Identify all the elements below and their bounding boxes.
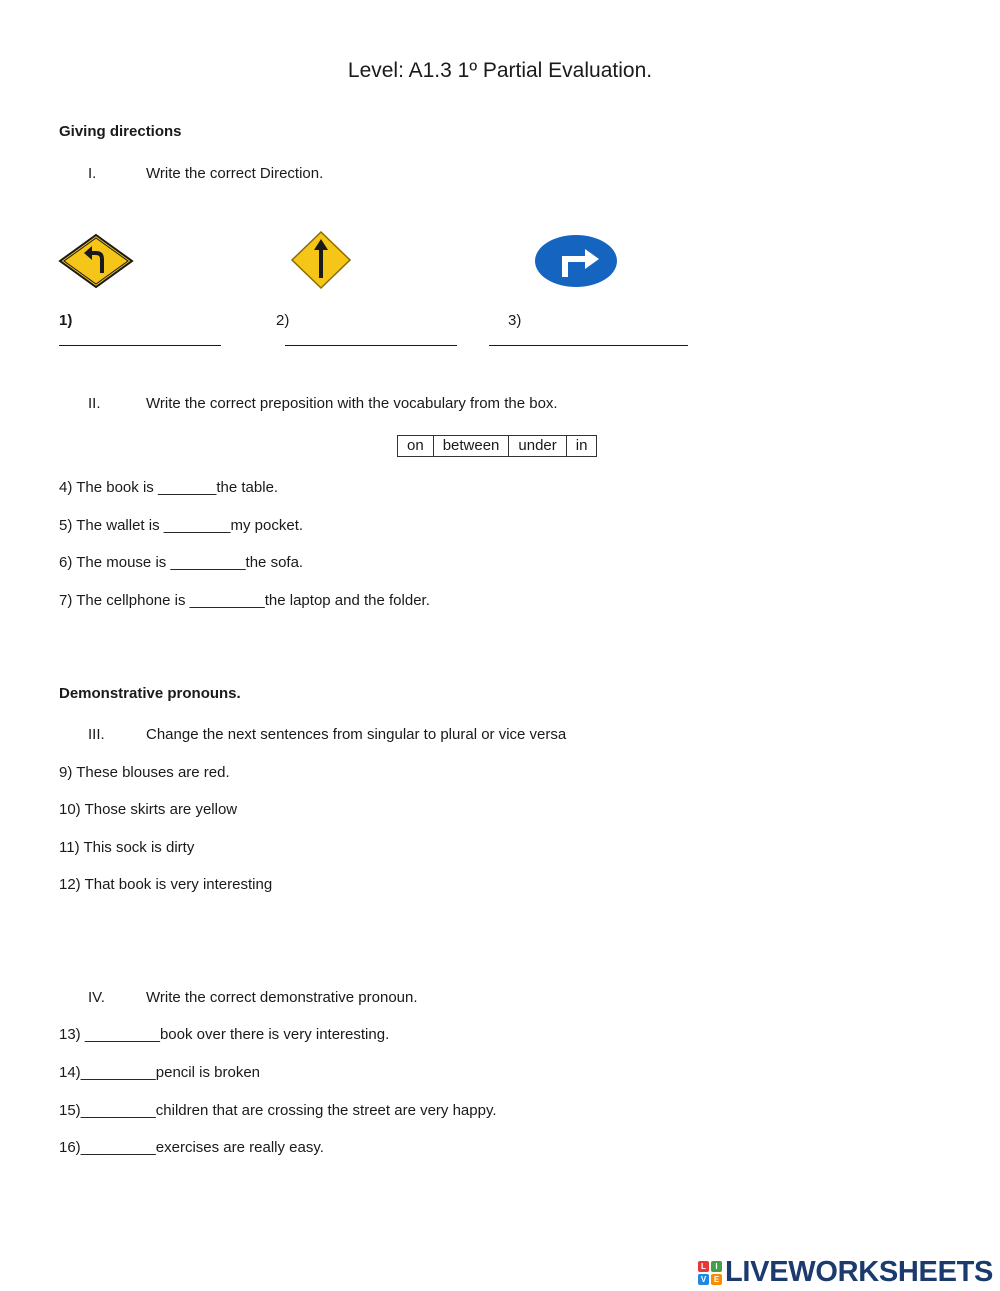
answer-line-3[interactable]: [489, 345, 688, 346]
instruction-numeral: III.: [88, 726, 105, 743]
sentence-start: 5) The wallet is: [59, 517, 164, 534]
sentence-13: [59, 1026, 389, 1043]
turn-right-sign-icon: [533, 233, 619, 289]
sentence-start: 14): [59, 1064, 81, 1081]
sentence-12: 12) That book is very interesting: [59, 876, 273, 893]
instruction-2: [88, 395, 558, 412]
sentence-5: [59, 517, 303, 534]
instruction-text: Write the correct demonstrative pronoun.: [146, 989, 418, 1006]
sentence-start: 6) The mouse is: [59, 554, 171, 571]
page-title: Level: A1.3 1º Partial Evaluation.: [347, 59, 653, 82]
sentence-end: the sofa.: [245, 554, 304, 571]
logo-letter: I: [711, 1261, 722, 1272]
answer-label-2: 2): [276, 312, 290, 329]
instruction-text: Write the correct preposition with the vocabulary from the box.: [146, 395, 558, 412]
section-heading-directions: Giving directions: [59, 123, 182, 140]
sentence-start: 15): [59, 1102, 81, 1119]
sentence-end: my pocket.: [230, 517, 304, 534]
instruction-1: [88, 165, 323, 182]
sentence-15: [59, 1102, 497, 1119]
vocab-word: under: [508, 436, 565, 456]
answer-line-2[interactable]: [285, 345, 457, 346]
answer-label-1: 1): [59, 312, 73, 329]
vocabulary-box: [397, 435, 597, 457]
answer-line-1[interactable]: [59, 345, 221, 346]
instruction-numeral: IV.: [88, 989, 105, 1006]
answer-label-3: 3): [508, 312, 522, 329]
logo-mark-icon: [698, 1261, 722, 1285]
sentence-end: the table.: [216, 479, 279, 496]
instruction-text: Change the next sentences from singular to plural or vice versa: [146, 726, 567, 743]
sentence-end: children that are crossing the street are very happy.: [155, 1102, 497, 1119]
sentence-end: the laptop and the folder.: [264, 592, 430, 609]
liveworksheets-logo: [698, 1256, 993, 1289]
logo-letter: L: [698, 1261, 709, 1272]
vocab-word: in: [566, 436, 597, 456]
sentence-10: 10) Those skirts are yellow: [59, 801, 238, 818]
sentence-16: [59, 1139, 324, 1156]
logo-letter: V: [698, 1274, 709, 1285]
instruction-4: [88, 989, 418, 1006]
sentence-7: [59, 592, 430, 609]
vocab-word: between: [433, 436, 509, 456]
answer-blank[interactable]: _________: [80, 1102, 156, 1119]
sentence-start: 7) The cellphone is: [59, 592, 190, 609]
answer-blank[interactable]: _________: [170, 554, 246, 571]
instruction-numeral: I.: [88, 165, 97, 182]
answer-blank[interactable]: ________: [163, 517, 231, 534]
instruction-3: [88, 726, 566, 743]
sentence-end: exercises are really easy.: [155, 1139, 324, 1156]
answer-blank[interactable]: _________: [84, 1026, 160, 1043]
sentence-end: pencil is broken: [155, 1064, 261, 1081]
answer-blank[interactable]: _________: [80, 1064, 156, 1081]
turn-left-sign-icon: [58, 233, 134, 289]
answer-blank[interactable]: _______: [157, 479, 217, 496]
sentence-end: book over there is very interesting.: [159, 1026, 390, 1043]
go-straight-sign-icon: [290, 230, 352, 290]
instruction-numeral: II.: [88, 395, 101, 412]
sentence-4: [59, 479, 278, 496]
sentence-6: [59, 554, 303, 571]
instruction-text: Write the correct Direction.: [146, 165, 324, 182]
vocab-word: on: [407, 437, 424, 454]
logo-letter: E: [711, 1274, 722, 1285]
logo-text: LIVEWORKSHEETS: [725, 1256, 994, 1288]
answer-blank[interactable]: _________: [189, 592, 265, 609]
sentence-start: 13): [59, 1026, 85, 1043]
sentence-9: 9) These blouses are red.: [59, 764, 230, 781]
sentence-11: 11) This sock is dirty: [59, 839, 195, 856]
section-heading-pronouns: Demonstrative pronouns.: [59, 685, 241, 702]
sentence-start: 16): [59, 1139, 81, 1156]
sentence-14: [59, 1064, 260, 1081]
sentence-start: 4) The book is: [59, 479, 158, 496]
answer-blank[interactable]: _________: [80, 1139, 156, 1156]
